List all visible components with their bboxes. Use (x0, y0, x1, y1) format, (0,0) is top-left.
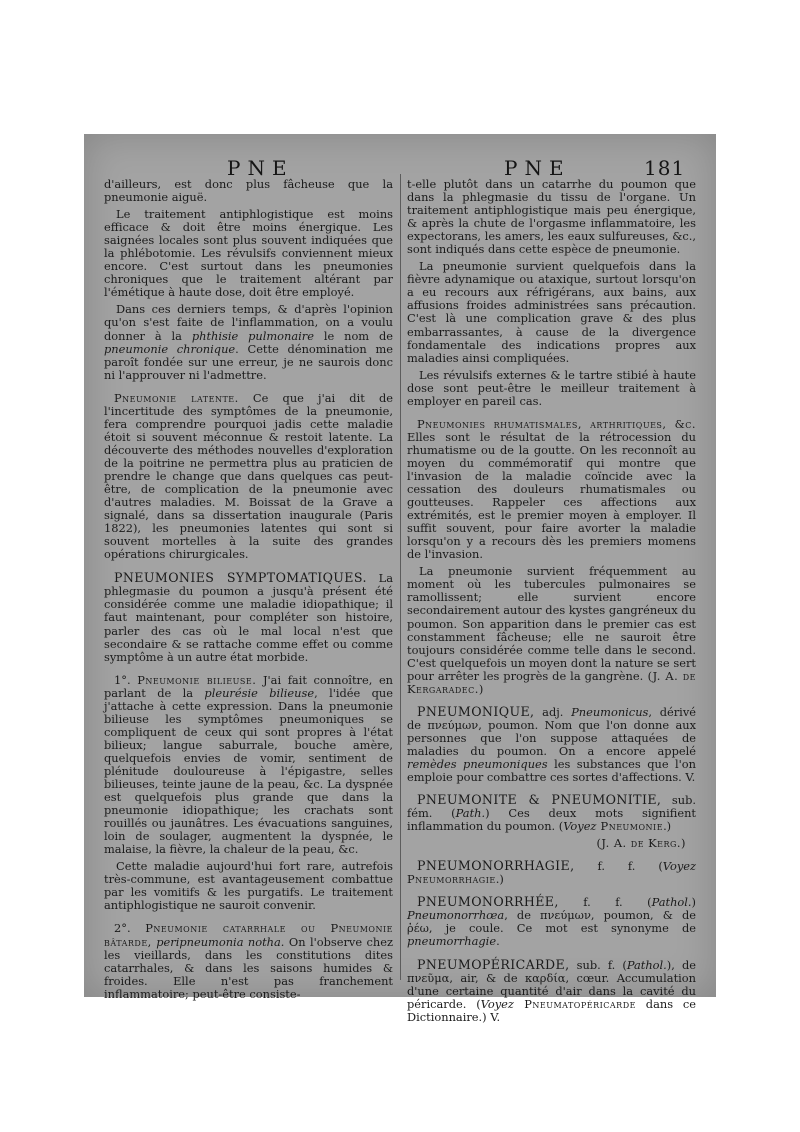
right-column (407, 177, 696, 1024)
section-heading: Pneumonie catarrhale ou Pneumonie bâtarde, (104, 921, 393, 949)
entry-headword: PNEUMONORRHAGIE, (417, 858, 575, 874)
paragraph: t-elle plutôt dans un catarrhe du poumon que dans la phlegmasie du tissu de l'organe. Un traitement antiphlogistique mais peu énergique, & après la chute de l'orgasme inflammatoire, les expectorans, les amers, les eaux sulfureuses, &c., sont indiqués dans cette espèce de pneumonie. (407, 177, 696, 257)
paragraph: Cette maladie aujourd'hui fort rare, autrefois très-commune, est avantageusement combattue par les vomitifs & les purgatifs. Le traitement antiphlogistique ne sauroit convenir. (104, 859, 393, 913)
entry-headword: PNEUMONIQUE, (417, 703, 535, 719)
section-pneumonie-latente: Pneumonie latente. Ce que j'ai dit de l'incertitude des symptômes de la pneumonie, fera comprendre pourquoi jadis cette maladie étoit si souvent méconnue & restoit latente. La découverte des méthodes nouvelles d'exploration de la poitrine ne permettra plus au praticien de prendre le change que dans quelques cas peut-être, de complication de la pneumonie avec d'autres maladies. M. Boissat de la Grave a signalé, dans sa dissertation inaugurale (Paris 1822), les pneumonies latentes qui sont si souvent mortelles à la suite des grandes opérations chirurgicales. (104, 390, 393, 562)
entry-pneumonorrhee: PNEUMONORRHÉE, f. f. (Pathol.) Pneumonorrhœa, de πνεύμων, poumon, & de ῥέω, je coule. Ce mot est synonyme de pneumorrhagie. (407, 894, 696, 949)
paragraph: La pneumonie survient fréquemment au moment où les tubercules pulmonaires se ramollissent; elle survient encore secondairement autour des kystes gangréneux du poumon. Son apparition dans le premier cas est constamment fâcheuse; elle ne sauroit être toujours considérée comme telle dans le second. C'est quelquefois un moyen dont la nature se sert pour arrêter les progrès de la gangrène. (J. A. de Kergaradec.) (407, 564, 696, 696)
section-pneumonies-symptomatiques: PNEUMONIES SYMPTOMATIQUES. La phlegmasie du poumon a jusqu'à présent été considérée comme une maladie idiopathique; il faut maintenant, pour compléter son histoire, parler des cas où le mal local n'est que secondaire & se rattache comme effet ou comme symptôme à un autre état morbide. (104, 570, 393, 664)
section-pneumonie-bilieuse: 1°. Pneumonie bilieuse. J'ai fait connoître, en parlant de la pleurésie bilieuse, l'idée que j'attache à cette expression. Dans la pneumonie bilieuse les symptômes pneumoniques se compliquent de ceux qui sont propres à l'état bilieux; langue saburrale, bouche amère, quelquefois envies de vomir, sentiment de plénitude douloureuse à l'épigastre, selles bilieuses, teinte jaune de la peau, &c. La dyspnée est quelquefois plus grande que dans la pneumonie idiopathique; les crachats sont rouillés ou jaunâtres. Les évacuations sanguines, loin de soulager, augmentent la dyspnée, le malaise, la fièvre, la chaleur de la peau, &c. (104, 672, 394, 857)
section-heading: Pneumonies rhumatismales, arthritiques, &c. (417, 416, 696, 431)
page-number: 181 (644, 156, 686, 180)
left-column (104, 177, 394, 1001)
entry-headword: PNEUMONORRHÉE, (417, 894, 559, 910)
section-pneumonie-catarrhale: 2°. Pneumonie catarrhale ou Pneumonie bâtarde, peripneumonia notha. On l'observe chez les vieillards, dans les constitutions dites catarrhales, & dans les saisons humides & froides. Elle n'est pas franchement inflammatoire; peut-être consiste- (104, 921, 393, 1001)
section-heading: Pneumonie latente. (114, 390, 239, 405)
entry-pneumonite: PNEUMONITE & PNEUMONITIE, sub. fém. (Path.) Ces deux mots signifient inflammation du poumon. (Voyez Pneumonie.) (407, 792, 696, 834)
entry-headword: PNEUMOPÉRICARDE, (417, 956, 570, 972)
paragraph: Les révulsifs externes & le tartre stibié à haute dose sont peut-être le meilleur traitement à employer en pareil cas. (407, 367, 696, 408)
entry-pneumonorrhagie: PNEUMONORRHAGIE, f. f. (Voyez Pneumorrhagie.) (407, 858, 696, 887)
section-heading: PNEUMONIES SYMPTOMATIQUES. (114, 570, 367, 586)
section-pneumonies-rhumatismales: Pneumonies rhumatismales, arthritiques, &c. Elles sont le résultat de la rétrocession du rhumatisme ou de la goutte. On les reconnoît au moyen du commémoratif qui montre que l'invasion de la maladie coïncide avec la cessation des douleurs rhumatismales ou goutteuses. Rappeler ces affections aux extrémités, est le premier moyen à employer. Il suffit souvent, pour faire avorter la maladie lorsqu'on y a recours dès les premiers momens de l'invasion. (407, 416, 696, 562)
paragraph: Dans ces derniers temps, & d'après l'opinion qu'on s'est faite de l'inflammation, on a voulu donner à la phthisie pulmonaire le nom de pneumonie chronique. Cette dénomination me paroît fondée sur une erreur, je ne saurois donc ni l'approuver ni l'admettre. (104, 302, 393, 382)
section-heading: Pneumonie bilieuse. (137, 672, 257, 687)
author-signature: (J. A. de Kergaradec.) (407, 668, 696, 696)
entry-pneumonique: PNEUMONIQUE, adj. Pneumonicus, dérivé de πνεύμων, poumon. Nom que l'on donne aux personnes que l'on suppose attaquées de maladies du poumon. On a encore appelé remèdes pneumoniques les substances que l'on emploie pour combattre ces sortes d'affections. V. (407, 703, 696, 785)
column-rule (400, 174, 401, 980)
running-head-center: PNE (504, 156, 571, 180)
entry-pneumopericarde: PNEUMOPÉRICARDE, sub. f. (Pathol.), de πνεῦμα, air, & de καρδία, cœur. Accumulation d'une certaine quantité d'air dans la cavité du péricarde. (Voyez Pneumatopéricarde dans ce Dictionnaire.) V. (407, 956, 696, 1024)
paragraph: La pneumonie survient quelquefois dans la fièvre adynamique ou ataxique, surtout lorsqu'on a eu recours aux réfrigérans, aux bains, aux affusions froides administrées sans précaution. C'est là une complication grave & des plus embarrassantes, à cause de la divergence fondamentale des indications propres aux maladies ainsi compliquées. (407, 259, 696, 365)
author-signature: (J. A. de Kerg.) (596, 836, 686, 851)
paragraph: Le traitement antiphlogistique est moins efficace & doit être moins énergique. Les saignées locales sont plus souvent indiquées que la phlébotomie. Les révulsifs conviennent mieux encore. C'est surtout dans les pneumonies chroniques que le traitement altérant par l'émétique à haute dose, doit être employé. (104, 207, 393, 300)
running-head-left: PNE (227, 156, 294, 180)
scanned-page (84, 134, 716, 1024)
entry-headword: PNEUMONITE & PNEUMONITIE, (417, 792, 662, 808)
paragraph: d'ailleurs, est donc plus fâcheuse que la pneumonie aiguë. (104, 177, 393, 205)
